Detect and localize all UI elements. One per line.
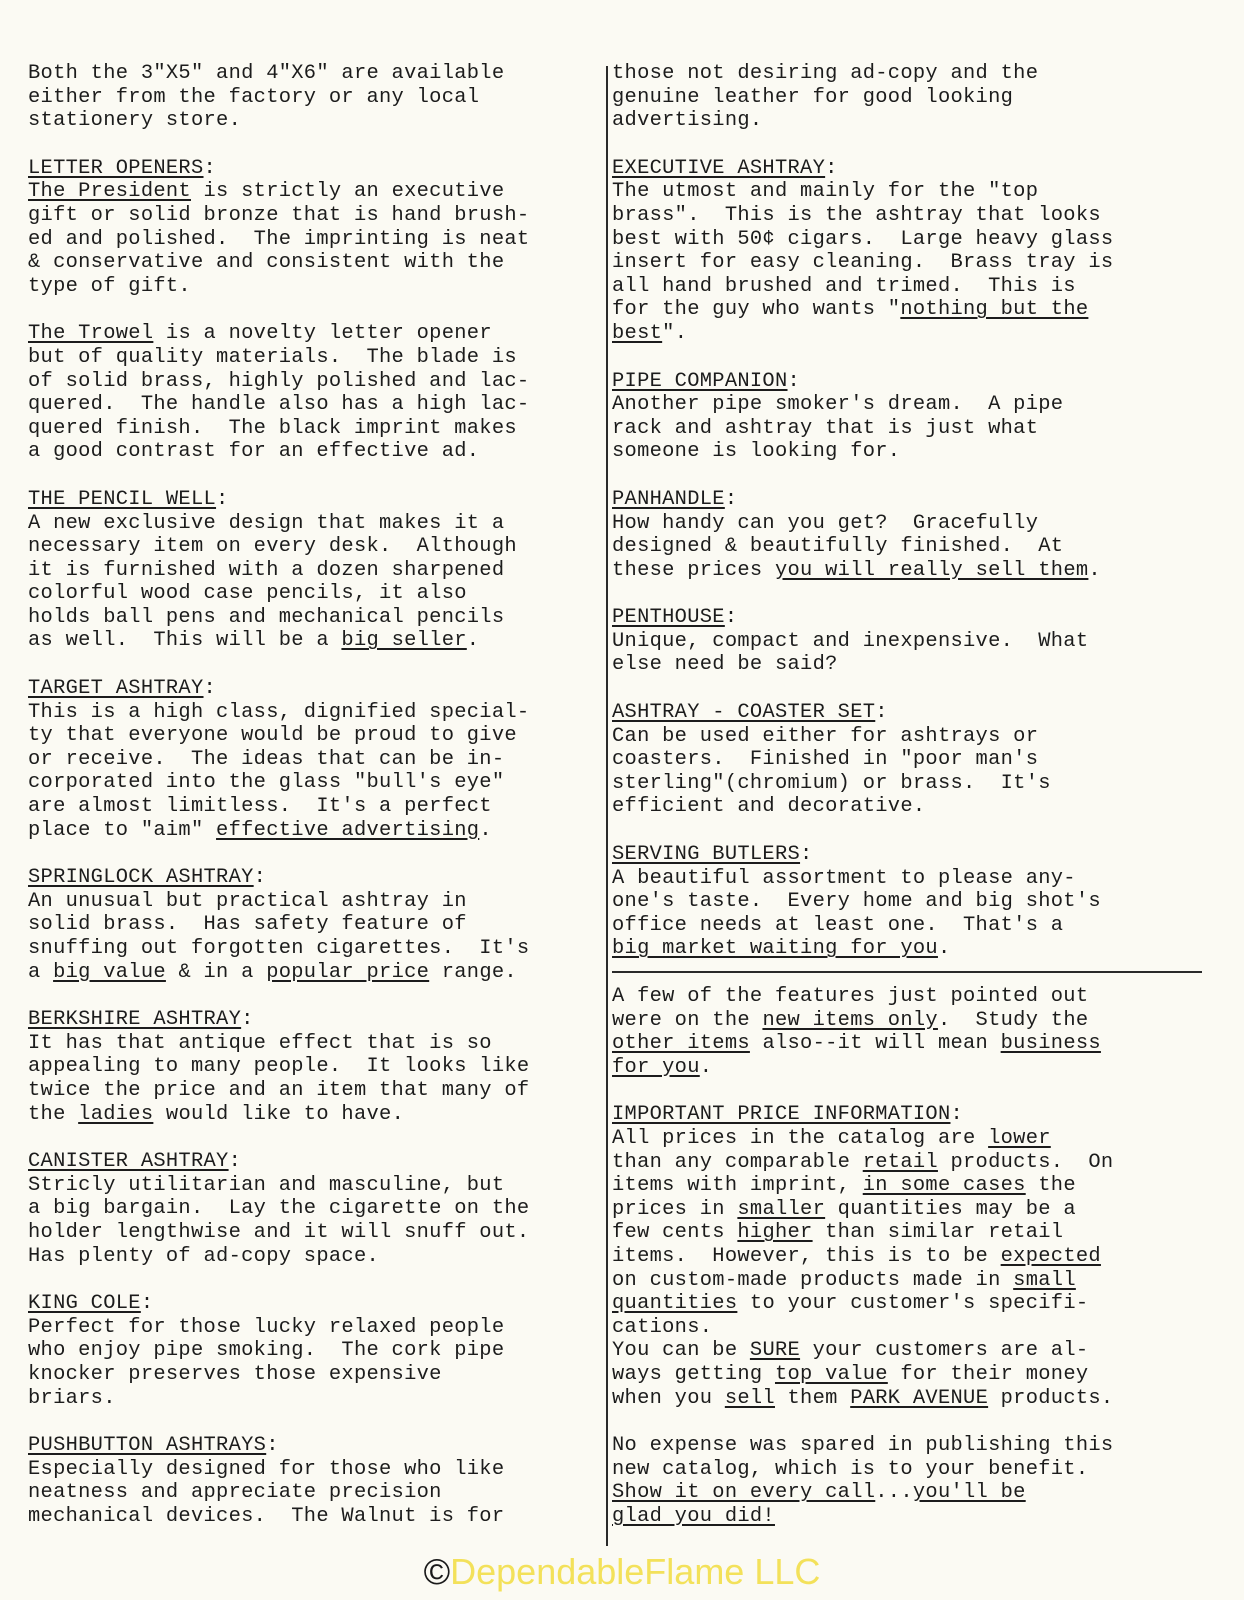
watermark-text: DependableFlame LLC [450, 1551, 821, 1592]
intro-paragraph [28, 62, 598, 133]
text-line: This is a high class, dignified special- [28, 700, 530, 724]
text-line: but of quality materials. The blade is [28, 345, 517, 369]
text-line: Stricly utilitarian and masculine, but [28, 1173, 505, 1197]
text-line: twice the price and an item that many of [28, 1078, 530, 1102]
text-line: items with imprint, in some cases the [612, 1174, 1076, 1198]
text-line: genuine leather for good looking [612, 85, 1014, 109]
text-line: sterling"(chromium) or brass. It's [612, 771, 1051, 795]
text-line: cations. [612, 1315, 713, 1339]
text-line: when you sell them PARK AVENUE products. [612, 1386, 1114, 1410]
text-line: a big bargain. Lay the cigarette on the [28, 1197, 530, 1221]
product-name: The Trowel [28, 322, 154, 346]
section-price-info [612, 1103, 1198, 1410]
section-heading: ASHTRAY - COASTER SET: [612, 701, 888, 725]
section-heading: PENTHOUSE: [612, 606, 738, 630]
text-line: necessary item on every desk. Although [28, 535, 517, 559]
text-line: for you. [612, 1055, 713, 1079]
text-line: new catalog, which is to your benefit. [612, 1457, 1089, 1481]
text-line: either from the factory or any local [28, 85, 480, 109]
section-heading: PUSHBUTTON ASHTRAYS: [28, 1434, 279, 1458]
section-pushbutton-ashtrays [28, 1434, 598, 1528]
text-line: snuffing out forgotten cigarettes. It's [28, 937, 530, 960]
text-line: Show it on every call...you'll be [612, 1481, 1026, 1505]
section-letter-openers [28, 157, 598, 464]
text-line: brass". This is the ashtray that looks [612, 203, 1101, 227]
text-line: Has plenty of ad-copy space. [28, 1244, 380, 1268]
text-line: colorful wood case pencils, it also [28, 582, 467, 606]
text-line: prices in smaller quantities may be a [612, 1197, 1076, 1221]
text-line: Especially designed for those who like [28, 1457, 505, 1481]
text-line: neatness and appreciate precision [28, 1481, 442, 1505]
text-line: items. However, this is to be expected [612, 1244, 1101, 1268]
text-line: rack and ashtray that is just what [612, 416, 1039, 440]
text-line: A beautiful assortment to please any- [612, 866, 1076, 890]
text-line: are almost limitless. It's a perfect [28, 795, 492, 819]
text-line: Another pipe smoker's dream. A pipe [612, 393, 1064, 417]
section-heading: IMPORTANT PRICE INFORMATION: [612, 1103, 964, 1127]
copyright-watermark [0, 1552, 1244, 1592]
text-line: Can be used either for ashtrays or [612, 724, 1039, 748]
text-line: who enjoy pipe smoking. The cork pipe [28, 1339, 505, 1363]
copyright-icon: © [423, 1551, 451, 1592]
section-springlock-ashtray [28, 866, 598, 984]
text-line: a good contrast for an effective ad. [28, 440, 480, 464]
text-line: efficient and decorative. [612, 795, 926, 819]
text-line: than any comparable retail products. On [612, 1150, 1114, 1174]
text-line: of solid brass, highly polished and lac- [28, 369, 530, 393]
text-line: someone is looking for. [612, 440, 901, 464]
section-heading: LETTER OPENERS: [28, 156, 217, 180]
text-line: place to "aim" effective advertising. [28, 818, 492, 842]
section-target-ashtray [28, 677, 598, 842]
text-line: best". [612, 321, 688, 345]
left-column [28, 62, 598, 1528]
section-pencil-well [28, 488, 598, 653]
text-line: knocker preserves those expensive [28, 1362, 442, 1386]
text-line: type of gift. [28, 274, 191, 298]
text-line: big market waiting for you. [612, 937, 951, 961]
text-line: all hand brushed and trimed. This is [612, 274, 1076, 298]
text-line: It has that antique effect that is so [28, 1031, 492, 1055]
text-line: glad you did! [612, 1504, 775, 1528]
text-line: appealing to many people. It looks like [28, 1055, 530, 1079]
text-line: office needs at least one. That's a [612, 913, 1064, 937]
section-heading: PIPE COMPANION: [612, 369, 801, 393]
text-line: Unique, compact and inexpensive. What [612, 629, 1089, 653]
text-line: gift or solid bronze that is hand brush- [28, 203, 530, 227]
text-line: How handy can you get? Gracefully [612, 511, 1039, 535]
text-line: designed & beautifully finished. At [612, 535, 1064, 559]
text-line: insert for easy cleaning. Brass tray is [612, 251, 1114, 275]
text-line: Both the 3"X5" and 4"X6" are available [28, 62, 505, 85]
text-line: A new exclusive design that makes it a [28, 511, 505, 535]
column-divider [606, 66, 608, 1546]
section-heading: KING COLE: [28, 1292, 154, 1316]
text-line: No expense was spared in publishing this [612, 1434, 1114, 1458]
section-heading: THE PENCIL WELL: [28, 487, 229, 511]
text-line: The Trowel is a novelty letter opener [28, 322, 492, 346]
text-line: stationery store. [28, 109, 242, 133]
section-heading: PANHANDLE: [612, 487, 738, 511]
product-name: The President [28, 180, 191, 204]
section-heading: TARGET ASHTRAY: [28, 677, 217, 701]
text-line: on custom-made products made in small [612, 1268, 1076, 1292]
text-line: holds ball pens and mechanical pencils [28, 605, 505, 629]
section-heading: BERKSHIRE ASHTRAY: [28, 1008, 254, 1032]
text-line: corporated into the glass "bull's eye" [28, 771, 505, 795]
section-panhandle [612, 488, 1198, 582]
text-line: & conservative and consistent with the [28, 251, 505, 275]
horizontal-rule [612, 971, 1202, 973]
text-line: one's taste. Every home and big shot's [612, 890, 1101, 914]
text-line: for the guy who wants "nothing but the [612, 298, 1089, 322]
text-line: mechanical devices. The Walnut is for [28, 1504, 505, 1528]
text-line: as well. This will be a big seller. [28, 629, 480, 653]
text-line: All prices in the catalog are lower [612, 1126, 1051, 1150]
text-line: briars. [28, 1386, 116, 1410]
text-line: a big value & in a popular price range. [28, 960, 517, 984]
text-line: holder lengthwise and it will snuff out. [28, 1220, 530, 1244]
section-heading: CANISTER ASHTRAY: [28, 1150, 242, 1174]
section-canister-ashtray [28, 1150, 598, 1268]
text-line: You can be SURE your customers are al- [612, 1339, 1089, 1363]
section-berkshire-ashtray [28, 1008, 598, 1126]
text-line: quered. The handle also has a high lac- [28, 393, 530, 417]
text-line: advertising. [612, 109, 763, 133]
text-line: coasters. Finished in "poor man's [612, 748, 1039, 772]
text-line: or receive. The ideas that can be in- [28, 747, 505, 771]
section-heading: SERVING BUTLERS: [612, 843, 813, 867]
section-features [612, 985, 1198, 1079]
intro-paragraph [612, 62, 1198, 133]
text-line: quantities to your customer's specifi- [612, 1292, 1089, 1316]
section-king-cole [28, 1292, 598, 1410]
text-line: A few of the features just pointed out [612, 985, 1089, 1008]
text-line: other items also--it will mean business [612, 1032, 1101, 1056]
text-line: An unusual but practical ashtray in [28, 889, 467, 913]
text-line: quered finish. The black imprint makes [28, 416, 517, 440]
section-closing [612, 1434, 1198, 1528]
text-line: the ladies would like to have. [28, 1102, 405, 1126]
text-line: best with 50¢ cigars. Large heavy glass [612, 227, 1114, 251]
text-line: The President is strictly an executive [28, 180, 505, 204]
text-line: ed and polished. The imprinting is neat [28, 227, 530, 251]
section-heading: EXECUTIVE ASHTRAY: [612, 156, 838, 180]
right-column [612, 62, 1198, 1528]
text-line: ways getting top value for their money [612, 1362, 1089, 1386]
text-line: it is furnished with a dozen sharpened [28, 558, 505, 582]
section-pipe-companion [612, 370, 1198, 464]
section-executive-ashtray [612, 157, 1198, 346]
text-line: ty that everyone would be proud to give [28, 724, 517, 748]
text-line: were on the new items only. Study the [612, 1008, 1089, 1032]
text-line: those not desiring ad-copy and the [612, 62, 1039, 85]
section-coaster-set [612, 701, 1198, 819]
section-penthouse [612, 606, 1198, 677]
text-line: else need be said? [612, 653, 838, 677]
text-line: these prices you will really sell them. [612, 558, 1101, 582]
text-line: The utmost and mainly for the "top [612, 180, 1039, 204]
text-line: Perfect for those lucky relaxed people [28, 1315, 505, 1339]
section-serving-butlers [612, 843, 1198, 961]
section-heading: SPRINGLOCK ASHTRAY: [28, 866, 267, 890]
text-line: few cents higher than similar retail [612, 1221, 1064, 1245]
text-line: solid brass. Has safety feature of [28, 913, 467, 937]
